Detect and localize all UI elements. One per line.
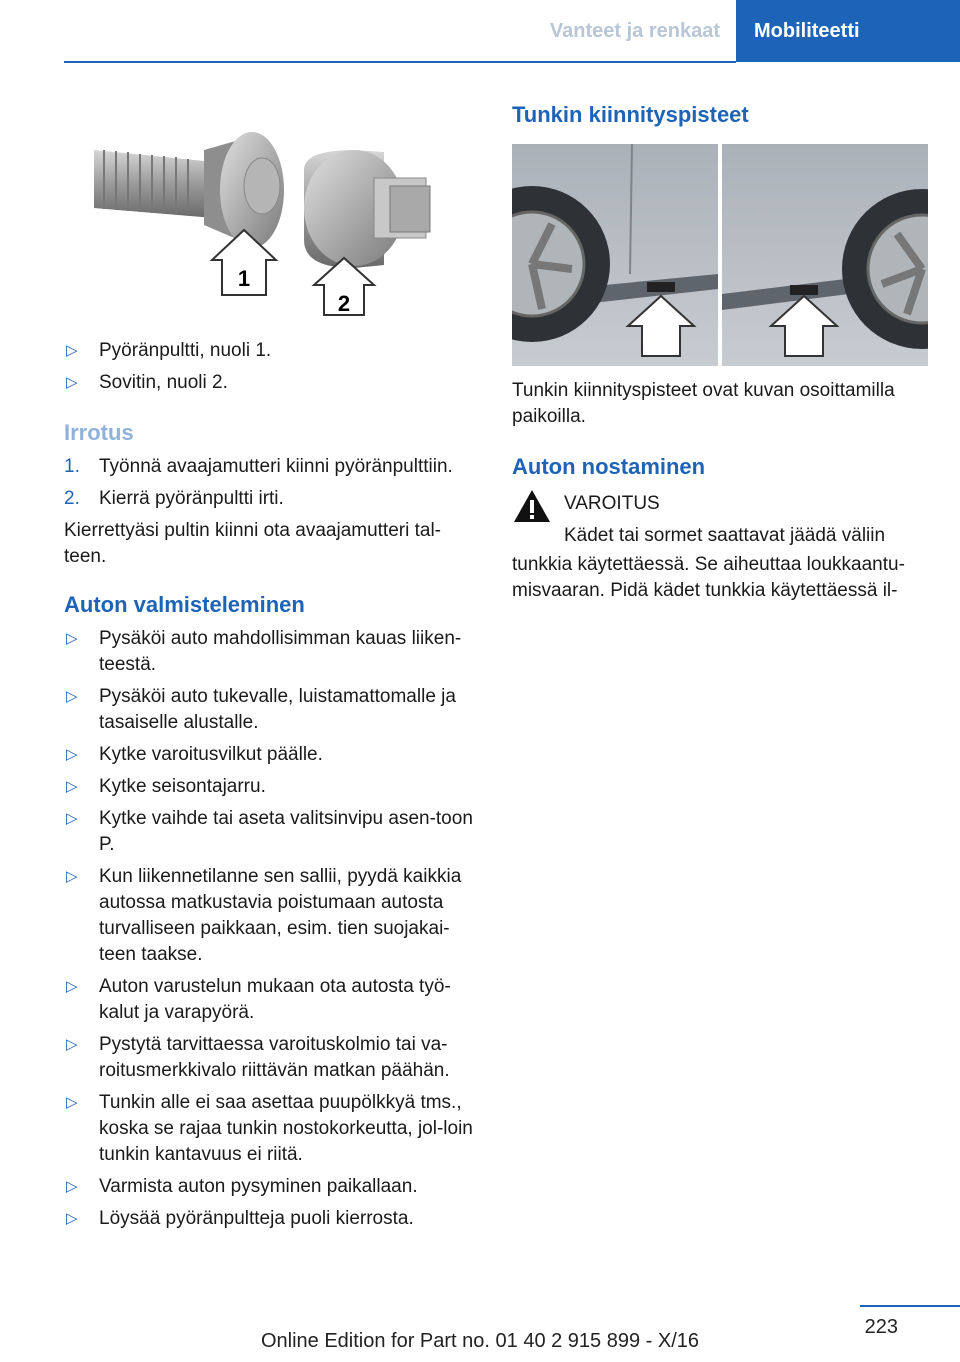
list-item: ▷ Tunkin alle ei saa asettaa puupölkkyä tms., koska se rajaa tunkin nostokorkeutta, jol-loin tunkin kantavuus ei riitä.	[66, 1092, 473, 1165]
triangle-bullet-icon: ▷	[66, 630, 78, 647]
triangle-bullet-icon: ▷	[66, 1210, 78, 1227]
triangle-bullet-icon: ▷	[66, 1094, 78, 1111]
list-item: ▷ Sovitin, nuoli 2.	[64, 370, 476, 396]
removal-note: Kierrettyäsi pultin kiinni ota avaajamutteri tal-teen.	[64, 520, 442, 567]
jack-points-caption: Tunkin kiinnityspisteet ovat kuvan osoittamilla paikoilla.	[512, 380, 895, 427]
preparation-heading: Auton valmisteleminen	[64, 592, 305, 617]
chapter-tab[interactable]: Mobiliteetti	[736, 0, 960, 62]
triangle-bullet-icon: ▷	[66, 778, 78, 795]
page-number: 223	[864, 1316, 898, 1338]
warning-text-first: Kädet tai sormet saattavat jäädä väliin	[564, 525, 886, 546]
wheel-bolt-figure	[64, 90, 476, 320]
list-item: ▷ Pysäköi auto tukevalle, luistamattomalle ja tasaiselle alustalle.	[66, 686, 456, 733]
parts-list	[64, 338, 476, 396]
header-rule	[64, 61, 736, 63]
list-item: ▷ Kytke seisontajarru.	[64, 774, 476, 800]
jack-points-figure	[512, 144, 928, 366]
wheel-bolt-shape	[94, 132, 284, 248]
adapter-shape	[304, 150, 430, 268]
warning-block	[512, 488, 932, 552]
triangle-bullet-icon: ▷	[66, 746, 78, 763]
list-item: 2. Kierrä pyöränpultti irti.	[64, 488, 284, 509]
section-tab[interactable]: Vanteet ja renkaat	[549, 19, 720, 42]
triangle-bullet-icon: ▷	[66, 374, 78, 391]
warning-triangle-icon	[512, 488, 552, 524]
triangle-bullet-icon: ▷	[66, 978, 78, 995]
page-header	[0, 0, 960, 62]
footer-rule	[860, 1305, 960, 1307]
arrow-label-2: 2	[337, 291, 351, 316]
triangle-bullet-icon: ▷	[66, 342, 78, 359]
list-item: ▷ Kun liikennetilanne sen sallii, pyydä kaikkia autossa matkustavia poistumaan autosta turvalliseen paikkaan, esim. tien suojakai-teen taakse.	[66, 866, 462, 965]
list-item: ▷ Kytke varoitusvilkut päälle.	[64, 742, 476, 768]
list-item: ▷ Kytke vaihde tai aseta valitsinvipu asen-toon P.	[66, 808, 473, 855]
removal-heading: Irrotus	[64, 420, 134, 445]
warning-label: VAROITUS	[564, 493, 660, 514]
list-item: 1. Työnnä avaajamutteri kiinni pyöränpulttiin.	[64, 456, 453, 477]
triangle-bullet-icon: ▷	[66, 1036, 78, 1053]
list-item: ▷ Auton varustelun mukaan ota autosta työ-kalut ja varapyörä.	[66, 976, 451, 1023]
jack-points-heading: Tunkin kiinnityspisteet	[512, 102, 749, 127]
triangle-bullet-icon: ▷	[66, 1178, 78, 1195]
removal-steps	[64, 454, 476, 512]
triangle-bullet-icon: ▷	[66, 810, 78, 827]
triangle-bullet-icon: ▷	[66, 688, 78, 705]
warning-text-rest: tunkkia käytettäessä. Se aiheuttaa loukkaantu-misvaaran. Pidä kädet tunkkia käytettäessä il-	[512, 554, 905, 601]
list-item: ▷ Pyöränpultti, nuoli 1.	[64, 338, 476, 364]
triangle-bullet-icon: ▷	[66, 868, 78, 885]
list-item: ▷ Varmista auton pysyminen paikallaan.	[64, 1174, 476, 1200]
list-item: ▷ Löysää pyöränpultteja puoli kierrosta.	[64, 1206, 476, 1232]
rear-jack-point-panel	[722, 144, 928, 366]
list-item: ▷ Pystytä tarvittaessa varoituskolmio tai va-roitusmerkkivalo riittävän matkan päähän.	[66, 1034, 450, 1081]
front-jack-point-panel	[512, 144, 718, 366]
edition-footer: Online Edition for Part no. 01 40 2 915 899 - X/16	[260, 1330, 700, 1352]
wheel-bolt-illustration	[64, 90, 476, 320]
jack-points-illustration	[512, 144, 928, 366]
right-column	[512, 90, 932, 604]
left-column	[64, 90, 476, 1238]
list-item: ▷ Pysäköi auto mahdollisimman kauas liiken-teestä.	[66, 628, 462, 675]
preparation-list	[64, 626, 476, 1232]
arrow-label-1: 1	[237, 266, 251, 291]
lifting-heading: Auton nostaminen	[512, 454, 706, 479]
